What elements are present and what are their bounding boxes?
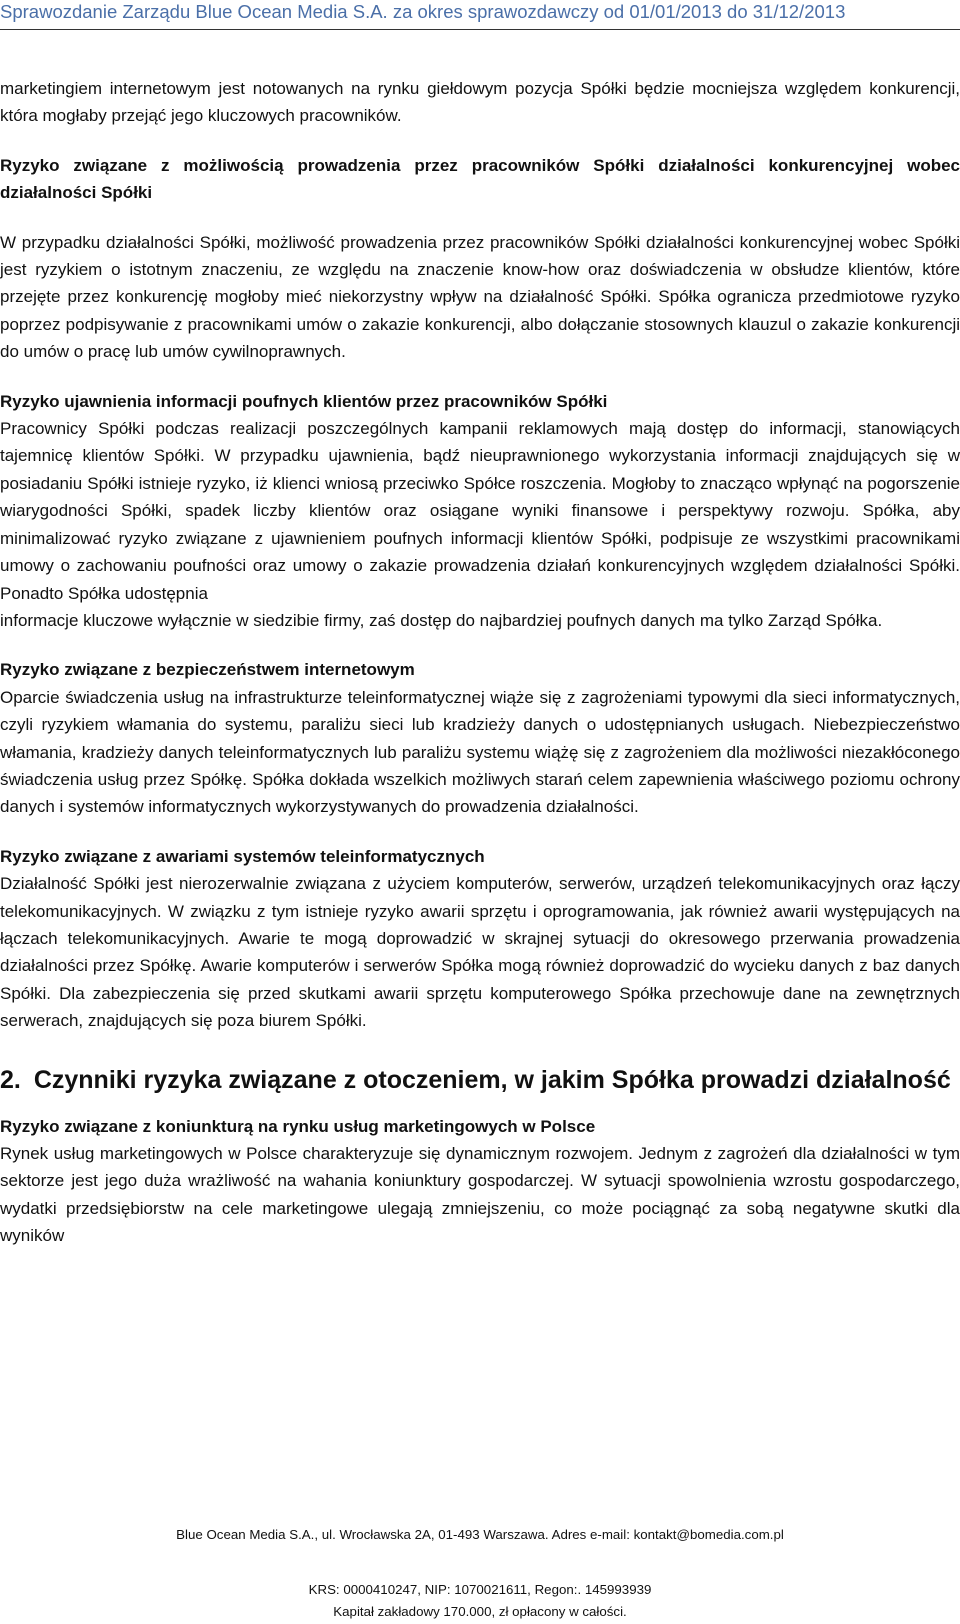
section-heading: Ryzyko ujawnienia informacji poufnych klientów przez pracowników Spółki: [0, 391, 608, 411]
header-divider: [0, 29, 960, 30]
footer-registry: KRS: 0000410247, NIP: 1070021611, Regon:. 145993939: [308, 1582, 652, 1597]
header-title: Sprawozdanie Zarządu Blue Ocean Media S.A. za okres sprawozdawczy od 01/01/2013 do 31/12/2013: [0, 1, 846, 22]
chapter-number: 2.: [0, 1065, 21, 1094]
section-heading: Ryzyko związane z koniunkturą na rynku usług marketingowych w Polsce: [0, 1116, 596, 1136]
section-competition: [0, 152, 960, 366]
section-body: W przypadku działalności Spółki, możliwość prowadzenia przez pracowników Spółki działalności konkurencyjnej wobec Spółki jest ryzykiem o istotnym znaczeniu, ze względu na znaczenie know-how oraz doświadczenia w obsłudze klientów, które przejęte przez konkurencję mogłoby mieć niekorzystny wpływ na działalność Spółki. Spółka ogranicza przedmiotowe ryzyko poprzez podpisywanie z pracownikami umów o zakazie konkurencji, albo dołączanie stosownych klauzul o zakazie konkurencji do umów o pracę lub umów cywilnoprawnych.: [0, 232, 960, 362]
section-system-failures: [0, 843, 960, 1035]
section-heading: Ryzyko związane z możliwością prowadzenia przez pracowników Spółki działalności konkurencyjnej wobec działalności Spółki: [0, 155, 960, 203]
section-body-continued: informacje kluczowe wyłącznie w siedzibie firmy, zaś dostęp do najbardziej poufnych danych ma tylko Zarząd Spółka.: [0, 610, 883, 630]
section-internet-security: [0, 656, 960, 820]
intro-paragraph: marketingiem internetowym jest notowanych na rynku giełdowym pozycja Spółki będzie mocniejsza względem konkurencji, która mogłaby przejąć jego kluczowych pracowników.: [0, 79, 960, 126]
document-body: [0, 75, 960, 1250]
section-body: Działalność Spółki jest nierozerwalnie związana z użyciem komputerów, serwerów, urządzeń telekomunikacyjnych oraz łączy telekomunikacyjnych. W związku z tym istnieje ryzyko awarii sprzętu i oprogramowania, jak również awarii występujących na łączach telekomunikacyjnych. Awarie te mogą doprowadzić w skrajnej sytuacji do okresowego przerwania prowadzenia działalności przez Spółkę. Awarie komputerów i serwerów Spółka mogą również doprowadzić do wycieku danych z baz danych Spółki. Dla zabezpieczenia się przed skutkami awarii sprzętu komputerowego Spółka przechowuje dane na zewnętrznych serwerach, znajdujących się poza biurem Spółki.: [0, 874, 960, 1031]
chapter-heading: [0, 1059, 960, 1101]
section-body: Pracownicy Spółki podczas realizacji poszczególnych kampanii reklamowych mają dostęp do informacji, stanowiących tajemnicę klientów Spółki. W przypadku ujawnienia, bądź nieuprawnionego wykorzystania informacji znajdujących się w posiadaniu Spółki istnieje ryzyko, iż klienci wniosą przeciwko Spółce roszczenia. Mogłoby to znacząco wpłynąć na pogorszenie wiarygodności Spółki, spadek liczby klientów oraz osiągane wyniki finansowe i perspektywy rozwoju. Spółka, aby minimalizować ryzyko związane z ujawnieniem poufnych informacji klientów Spółki, podpisuje ze wszystkimi pracownikami umowy o zachowaniu poufności oraz umowy o zakazie prowadzenia działań konkurencyjnych względem działalności Spółki. Ponadto Spółka udostępnia: [0, 419, 960, 603]
chapter-title: Czynniki ryzyka związane z otoczeniem, w jakim Spółka prowadzi działalność: [33, 1065, 951, 1094]
footer-capital: Kapitał zakładowy 170.000, zł opłacony w całości.: [333, 1604, 627, 1619]
section-heading: Ryzyko związane z awariami systemów teleinformatycznych: [0, 846, 485, 866]
page-header: [0, 0, 960, 32]
section-market-conditions: [0, 1113, 960, 1250]
section-confidential: [0, 388, 960, 635]
section-body: Rynek usług marketingowych w Polsce charakteryzuje się dynamicznym rozwojem. Jednym z zagrożeń dla działalności w tym sektorze jest jego duża wrażliwość na wahania koniunktury gospodarczej. W sytuacji spowolnienia wzrostu gospodarczego, wydatki przedsiębiorstw na cele marketingowe ulegają zmniejszeniu, co może pociągnąć za sobą negatywne skutki dla wyników: [0, 1144, 960, 1246]
section-heading: Ryzyko związane z bezpieczeństwem internetowym: [0, 660, 415, 680]
section-body: Oparcie świadczenia usług na infrastrukturze teleinformatycznej wiąże się z zagrożeniami typowymi dla sieci informatycznych, czyli ryzykiem włamania do systemu, paraliżu sieci lub kradzieży danych o udostępnianych usługach. Niebezpieczeństwo włamania, kradzieży danych teleinformatycznych lub paraliżu systemu wiążę się z zagrożeniem dla możliwości niezakłóconego świadczenia usług przez Spółkę. Spółka dokłada wszelkich możliwych starań celem zapewnienia właściwego poziomu ochrony danych i systemów informatycznych wykorzystywanych do prowadzenia działalności.: [0, 687, 960, 817]
footer-address: Blue Ocean Media S.A., ul. Wrocławska 2A, 01-493 Warszawa. Adres e-mail: kontakt@bomedia.com.pl: [176, 1527, 784, 1542]
